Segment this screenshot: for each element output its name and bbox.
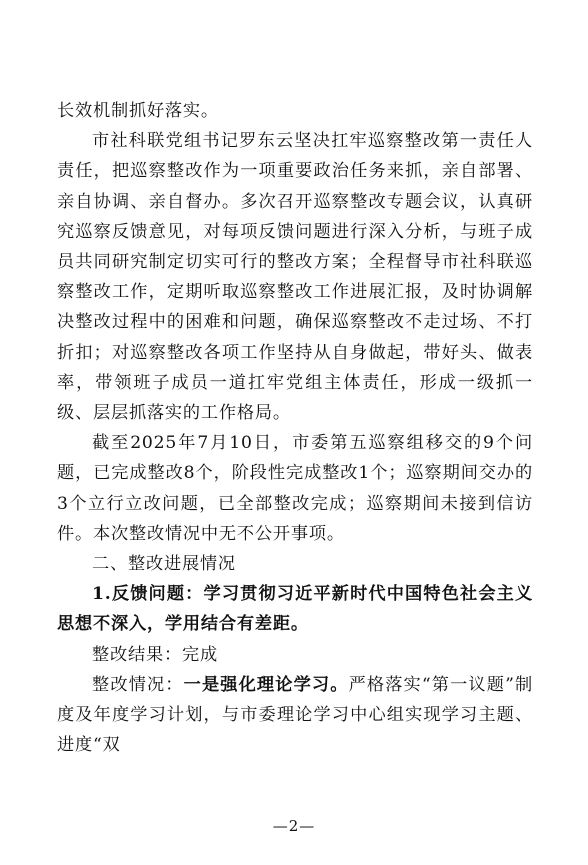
body-text — [57, 96, 533, 760]
result-label: 整改结果： — [92, 644, 182, 665]
rectification-result — [57, 640, 533, 670]
paragraph-continuation: 长效机制抓好落实。 — [57, 101, 219, 121]
rectification-situation — [57, 670, 533, 761]
paragraph-progress-summary: 截至2025年7月10日，市委第五巡察组移交的9个问题，已完成整改8个，阶段性完成整改1个；巡察期间交办的3个立行立改问题，已全部整改完成；巡察期间未接到信访件。本次整改情况中无不公开事项。 — [57, 433, 533, 544]
situation-text: 严格落实“第一议题”制度及年度学习计划，与市委理论学习中心组实现学习主题、进度“双 — [57, 674, 533, 756]
situation-lead: 一是强化理论学习。 — [183, 674, 349, 695]
paragraph-responsibility: 市社科联党组书记罗东云坚决扛牢巡察整改第一责任人责任，把巡察整改作为一项重要政治任务来抓，亲自部署、亲自协调、亲自督办。多次召开巡察整改专题会议，认真研究巡察反馈意见，对每项反馈问题进行深入分析，与班子成员共同研究制定切实可行的整改方案；全程督导市社科联巡察整改工作，定期听取巡察整改工作进展汇报，及时协调解决整改过程中的困难和问题，确保巡察整改不走过场、不打折扣；对巡察整改各项工作坚持从自身做起，带好头、做表率，带领班子成员一道扛牢党组主体责任，形成一级抓一级、层层抓落实的工作格局。 — [57, 131, 533, 424]
issue-title: 1.反馈问题：学习贯彻习近平新时代中国特色社会主义思想不深入，学用结合有差距。 — [57, 584, 533, 635]
section-heading: 二、整改进展情况 — [92, 554, 236, 575]
page-number: —2— — [272, 817, 316, 835]
result-value: 完成 — [181, 644, 218, 665]
situation-label: 整改情况： — [92, 674, 184, 695]
